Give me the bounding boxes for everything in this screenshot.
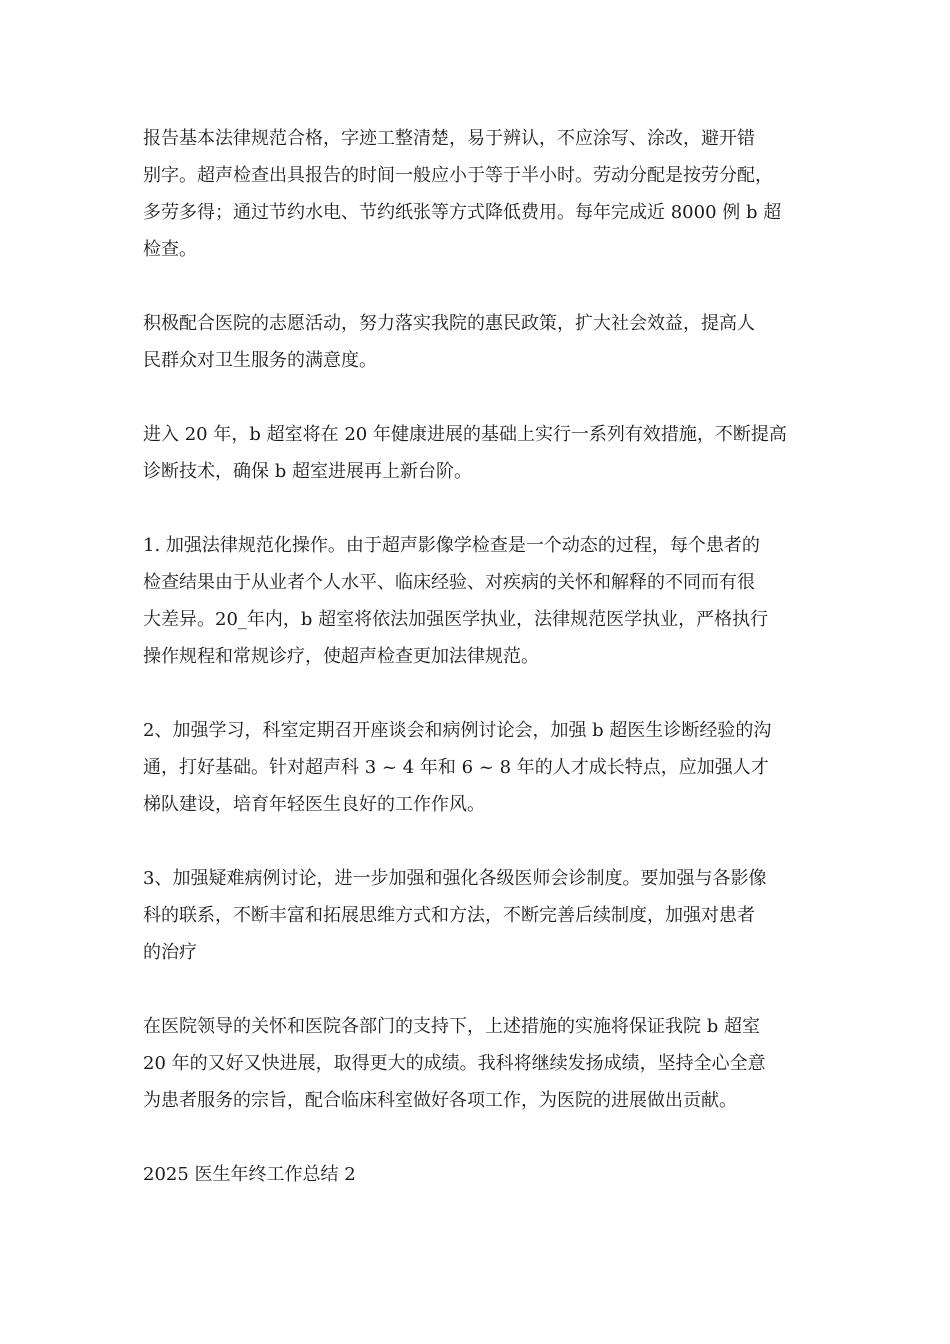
- paragraph-conclusion: [143, 1008, 813, 1119]
- text-line: 20 年的又好又快进展，取得更大的成绩。我科将继续发扬成绩，坚持全心全意: [143, 1053, 766, 1074]
- section-title: 2025 医生年终工作总结 2: [143, 1164, 356, 1185]
- section-heading: [143, 1156, 813, 1193]
- text-line: 为患者服务的宗旨，配合临床科室做好各项工作，为医院的进展做出贡献。: [143, 1090, 737, 1111]
- paragraph-item-2: [143, 712, 813, 823]
- text-line: 在医院领导的关怀和医院各部门的支持下，上述措施的实施将保证我院 b 超室: [143, 1016, 760, 1037]
- text-line: 大差异。20_年内，b 超室将依法加强医学执业，法律规范医学执业，严格执行: [143, 609, 769, 630]
- text-line: 通，打好基础。针对超声科 3 ~ 4 年和 6 ~ 8 年的人才成长特点，应加强人才: [143, 757, 769, 778]
- paragraph-report-standards: [143, 120, 813, 268]
- text-line: 诊断技术，确保 b 超室进展再上新台阶。: [143, 461, 472, 482]
- text-line: 报告基本法律规范合格，字迹工整清楚，易于辨认，不应涂写、涂改，避开错: [143, 128, 755, 149]
- text-line: 梯队建设，培育年轻医生良好的工作作风。: [143, 794, 485, 815]
- text-line: 2、加强学习，科室定期召开座谈会和病例讨论会，加强 b 超医生诊断经验的沟: [143, 720, 772, 741]
- text-line: 积极配合医院的志愿活动，努力落实我院的惠民政策，扩大社会效益，提高人: [143, 313, 755, 334]
- text-line: 别字。超声检查出具报告的时间一般应小于等于半小时。劳动分配是按劳分配，: [143, 165, 773, 186]
- text-line: 的治疗: [143, 942, 197, 963]
- text-line: 检查结果由于从业者个人水平、临床经验、对疾病的关怀和解释的不同而有很: [143, 572, 755, 593]
- text-line: 1. 加强法律规范化操作。由于超声影像学检查是一个动态的过程，每个患者的: [143, 535, 760, 556]
- text-line: 科的联系，不断丰富和拓展思维方式和方法，不断完善后续制度，加强对患者: [143, 905, 755, 926]
- paragraph-item-1: [143, 527, 813, 675]
- text-line: 多劳多得；通过节约水电、节约纸张等方式降低费用。每年完成近 8000 例 b 超: [143, 202, 782, 223]
- paragraph-next-year: [143, 416, 813, 490]
- text-line: 3、加强疑难病例讨论，进一步加强和强化各级医师会诊制度。要加强与各影像: [143, 868, 767, 889]
- text-line: 检查。: [143, 239, 197, 260]
- document-body: [143, 120, 813, 1230]
- text-line: 进入 20 年，b 超室将在 20 年健康进展的基础上实行一系列有效措施，不断提高: [143, 424, 787, 445]
- text-line: 民群众对卫生服务的满意度。: [143, 350, 377, 371]
- text-line: 操作规程和常规诊疗，使超声检查更加法律规范。: [143, 646, 539, 667]
- paragraph-volunteer: [143, 305, 813, 379]
- paragraph-item-3: [143, 860, 813, 971]
